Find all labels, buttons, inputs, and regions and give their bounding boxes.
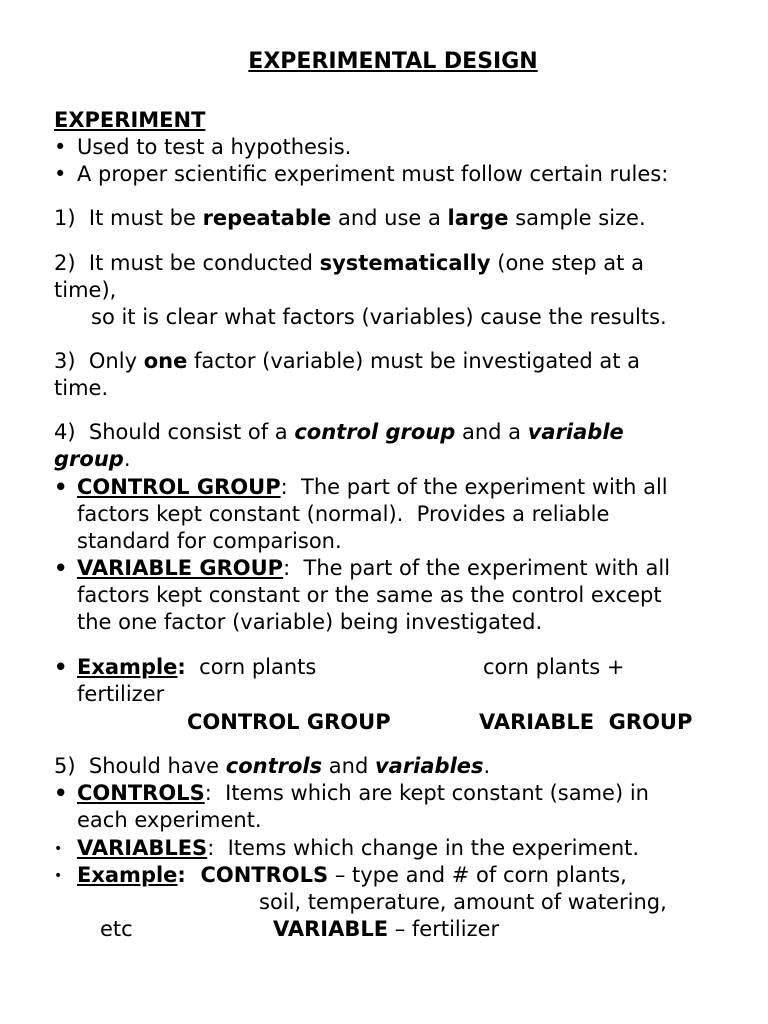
control-group-term: CONTROL GROUP [77, 475, 281, 499]
bullet: • [54, 655, 68, 679]
bullet: • [54, 556, 68, 580]
example-1-line-2: fertilizer [77, 682, 165, 706]
rule-3-line-2: time. [54, 376, 109, 400]
bullet: • [54, 135, 67, 159]
variable-group-definition: VARIABLE GROUP: The part of the experiment with all [77, 556, 671, 580]
example-2-variable: VARIABLE – fertilizer [273, 917, 500, 941]
variables-term: VARIABLES [77, 836, 208, 860]
rule-5: 5) Should have controls and variables. [54, 754, 491, 778]
control-group-label: CONTROL GROUP [187, 710, 391, 734]
control-group-line-3: standard for comparison. [77, 529, 342, 553]
rule-2-line-3: so it is clear what factors (variables) cause the results. [91, 305, 667, 329]
variable-group-label: VARIABLE GROUP [479, 710, 693, 734]
variable-group-term: VARIABLE GROUP [77, 556, 284, 580]
example-2-etc: etc [100, 917, 133, 941]
rule-4: 4) Should consist of a control group and a variable [54, 420, 624, 444]
document-title: EXPERIMENTAL DESIGN [248, 49, 538, 74]
bullet: • [54, 781, 68, 805]
controls-line-2: each experiment. [77, 808, 262, 832]
example-term: Example [77, 863, 178, 887]
example-1-right: corn plants + [483, 655, 625, 679]
example-2: Example: CONTROLS – type and # of corn plants, [77, 863, 627, 887]
variables-definition: VARIABLES: Items which change in the experiment. [77, 836, 640, 860]
variable-group-line-2: factors kept constant or the same as the control except [77, 583, 662, 607]
rule-2: 2) It must be conducted systematically (one step at a [54, 251, 644, 275]
intro-line-2: A proper scientific experiment must follow certain rules: [77, 162, 669, 186]
section-heading-experiment: EXPERIMENT [54, 108, 206, 132]
bullet: • [54, 841, 63, 857]
bullet: • [54, 868, 63, 884]
rule-4-line-2: group. [54, 447, 131, 471]
example-term: Example [77, 655, 178, 679]
rule-2-line-2: time), [54, 278, 117, 302]
rule-1: 1) It must be repeatable and use a large sample size. [54, 206, 646, 230]
control-group-definition: CONTROL GROUP: The part of the experiment with all [77, 475, 668, 499]
controls-definition: CONTROLS: Items which are kept constant (same) in [77, 781, 649, 805]
intro-line-1: Used to test a hypothesis. [77, 135, 352, 159]
control-group-line-2: factors kept constant (normal). Provides a reliable [77, 502, 610, 526]
example-2-line-2: soil, temperature, amount of watering, [259, 890, 667, 914]
rule-3: 3) Only one factor (variable) must be investigated at a [54, 349, 641, 373]
bullet: • [54, 475, 68, 499]
variable-group-line-3: the one factor (variable) being investigated. [77, 610, 543, 634]
example-1: Example: corn plants [77, 655, 317, 679]
bullet: • [54, 162, 67, 186]
controls-term: CONTROLS [77, 781, 205, 805]
